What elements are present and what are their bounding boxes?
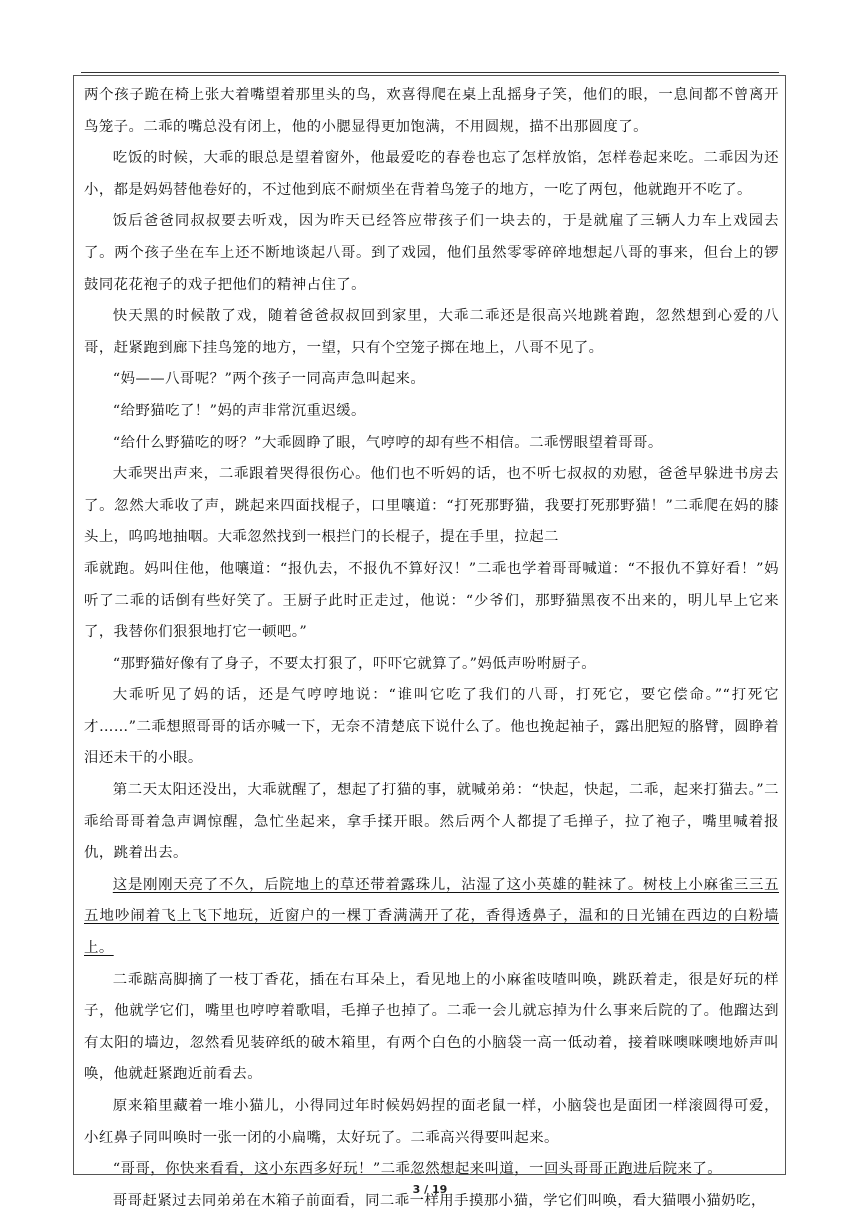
paragraph: 吃饭的时候，大乖的眼总是望着窗外，他最爱吃的春卷也忘了怎样放馅，怎样卷起来吃。二乖因为还小，都是妈妈替他卷好的，不过他到底不耐烦坐在背着鸟笼子的地方，一吃了两包，他就跑开不吃了。 xyxy=(84,150,779,198)
paragraph: 大乖哭出声来，二乖跟着哭得很伤心。他们也不听妈的话，也不听七叔叔的劝慰，爸爸早躲进书房去了。忽然大乖收了声，跳起来四面找棍子，口里嚷道：“打死那野猫，我要打死那野猫！”二乖爬在妈的膝头上，呜呜地抽咽。大乖忽然找到一根拦门的长棍子，提在手里，拉起二 xyxy=(84,466,779,546)
paragraph: “哥哥，你快来看看，这小东西多好玩！”二乖忽然想起来叫道，一回头哥哥正跑进后院来了。 xyxy=(112,1161,723,1178)
paragraph: “给什么野猫吃的呀？”大乖圆睁了眼，气哼哼的却有些不相信。二乖愣眼望着哥哥。 xyxy=(112,434,663,451)
paragraph: 哥哥赶紧过去同弟弟在木箱子前面看，同二乖一样用手摸那小猫，学它们叫唤，看大猫喂小猫奶吃， xyxy=(112,1192,766,1209)
document-body xyxy=(84,80,779,1217)
paragraph: 第二天太阳还没出，大乖就醒了，想起了打猫的事，就喊弟弟：“快起，快起，二乖，起来打猫去。”二乖给哥哥着急声调惊醒，急忙坐起来，拿手揉开眼。然后两个人都提了毛掸子，拉了袍子，嘴里喊着报仇，跳着出去。 xyxy=(84,782,779,862)
paragraph: 饭后爸爸同叔叔要去听戏，因为昨天已经答应带孩子们一块去的，于是就雇了三辆人力车上戏园去了。两个孩子坐在车上还不断地谈起八哥。到了戏园，他们虽然零零碎碎地想起八哥的事来，但台上的锣鼓同花花袍子的戏子把他们的精神占住了。 xyxy=(84,213,779,293)
header-rule xyxy=(81,72,779,73)
underlined-paragraph: 这是刚刚天亮了不久，后院地上的草还带着露珠儿，沾湿了这小英雄的鞋袜了。树枝上小麻雀三三五五地吵闹着飞上飞下地玩，近窗户的一棵丁香满满开了花，香得透鼻子，温和的日光铺在西边的白粉墙上。 xyxy=(84,876,779,957)
paragraph: 二乖踮高脚摘了一枝丁香花，插在右耳朵上，看见地上的小麻雀吱喳叫唤，跳跃着走，很是好玩的样子，他就学它们，嘴里也哼哼着歌唱，毛掸子也掉了。二乖一会儿就忘掉为什么事来后院的了。他蹓达到有太阳的墙边，忽然看见装碎纸的破木箱里，有两个白色的小脑袋一高一低动着，接着咪噢咪噢地娇声叫唤，他就赶紧跑近前看去。 xyxy=(84,971,779,1083)
paragraph: 两个孩子跪在椅上张大着嘴望着那里头的鸟，欢喜得爬在桌上乱摇身子笑，他们的眼，一息间都不曾离开鸟笼子。二乖的嘴总没有闭上，他的小腮显得更加饱满，不用圆规，描不出那圆度了。 xyxy=(84,87,779,135)
paragraph: “给野猫吃了！”妈的声非常沉重迟缓。 xyxy=(112,402,366,419)
paragraph: “那野猫好像有了身子，不要太打狠了，吓吓它就算了。”妈低声吩咐厨子。 xyxy=(112,655,597,672)
paragraph: 乖就跑。妈叫住他，他嚷道：“报仇去，不报仇不算好汉！”二乖也学着哥哥喊道：“不报仇不算好看！”妈听了二乖的话倒有些好笑了。王厨子此时正走过，他说：“少爷们，那野猫黑夜不出来的，明儿早上它来了，我替你们狠狠地打它一顿吧。” xyxy=(84,560,779,641)
paragraph: 快天黑的时候散了戏，随着爸爸叔叔回到家里，大乖二乖还是很高兴地跳着跑，忽然想到心爱的八哥，赶紧跑到廊下挂鸟笼的地方，一望，只有个空笼子掷在地上，八哥不见了。 xyxy=(84,308,779,356)
paragraph: “妈——八哥呢？”两个孩子一同高声急叫起来。 xyxy=(112,371,426,388)
paragraph: 大乖听见了妈的话，还是气哼哼地说：“谁叫它吃了我们的八哥，打死它，要它偿命。”“打死它才……”二乖想照哥哥的话亦喊一下，无奈不清楚底下说什么了。他也挽起袖子，露出肥短的胳臂，圆睁着泪还未干的小眼。 xyxy=(84,687,779,767)
page-number: 3 / 19 xyxy=(412,1183,448,1196)
paragraph: 原来箱里藏着一堆小猫儿，小得同过年时候妈妈捏的面老鼠一样，小脑袋也是面团一样滚圆得可爱，小红鼻子同叫唤时一张一闭的小扁嘴，太好玩了。二乖高兴得要叫起来。 xyxy=(84,1098,779,1146)
